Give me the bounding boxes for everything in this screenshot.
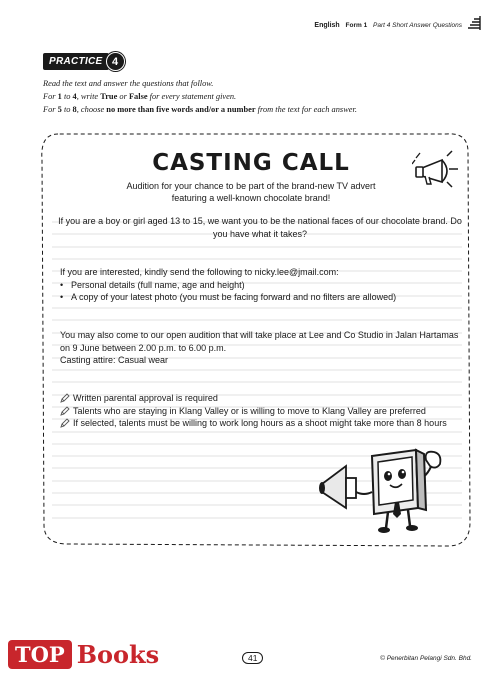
pencil-icon	[60, 406, 70, 416]
instruction-bold: True	[100, 92, 118, 101]
instruction-part: , choose	[76, 105, 107, 114]
note-text: If selected, talents must be willing to work long hours as a shoot might take more than 8 hours	[73, 418, 447, 428]
header-form: Form 1	[345, 22, 368, 29]
header-part: Part 4 Short Answer Questions	[373, 22, 462, 29]
instruction-line-1	[43, 79, 213, 88]
practice-number: 4	[106, 52, 125, 71]
note-text: Written parental approval is required	[73, 393, 218, 403]
instruction-part: or	[117, 92, 129, 101]
topbooks-watermark	[8, 640, 159, 669]
instruction-part: to	[61, 92, 73, 101]
instruction-bold: 4	[72, 92, 77, 101]
notes-list	[60, 392, 460, 430]
instruction-bold: False	[128, 92, 148, 101]
publisher-credit: © Penerbitan Pelangi Sdn. Bhd.	[380, 655, 472, 662]
advert-intro: If you are a boy or girl aged 13 to 15, we want you to be the national faces of our chocolate brand. Do you have what it takes?	[58, 216, 462, 239]
instruction-part: to	[61, 105, 73, 114]
page-number: 41	[242, 652, 263, 664]
notes-section	[60, 392, 460, 430]
instruction-part: for every statement given.	[147, 92, 237, 101]
instruction-part: For	[43, 92, 58, 101]
instruction-bold: 5	[57, 105, 62, 114]
advert-title: CASTING CALL	[152, 150, 350, 176]
practice-label: PRACTICE	[43, 53, 109, 70]
instruction-part: , write	[76, 92, 101, 101]
list-item	[60, 417, 460, 430]
instruction-bold: 1	[57, 92, 62, 101]
watermark-books: Books	[76, 640, 160, 669]
watermark-top: TOP	[8, 640, 72, 669]
casting-attire: Casting attire: Casual wear	[60, 355, 169, 365]
send-details-text: If you are interested, kindly send the following to nicky.lee@jmail.com:	[60, 267, 339, 277]
pencil-icon	[60, 418, 70, 428]
instruction-line-2	[43, 92, 236, 101]
note-text: Talents who are staying in Klang Valley or is willing to move to Klang Valley are preferred	[73, 405, 426, 416]
page-header	[314, 22, 462, 29]
pencil-icon	[60, 393, 70, 403]
tv-mascot-illustration	[318, 438, 460, 538]
instruction-text: Read the text and answer the questions that follow.	[43, 79, 214, 88]
instruction-part: For	[43, 105, 58, 114]
list-item	[60, 405, 460, 418]
requirements-list	[60, 279, 460, 304]
audition-text: You may also come to our open audition that will take place at Lee and Co Studio in Jalan Hartamas on 9 June between 2.00 p.m. to 6.00 p.m.	[60, 330, 459, 353]
list-item	[60, 392, 460, 405]
header-subject: English	[314, 22, 340, 29]
practice-badge	[43, 52, 125, 71]
section-corner-icon	[468, 16, 482, 30]
advert-subtitle	[0, 180, 502, 204]
send-details-section	[60, 266, 460, 304]
subtitle-line-1: Audition for your chance to be part of the brand-new TV advert	[126, 181, 376, 191]
subtitle-line-2: featuring a well-known chocolate brand!	[171, 193, 331, 203]
list-item: • A copy of your latest photo (you must be facing forward and no filters are allowed)	[60, 291, 460, 304]
audition-section	[60, 329, 460, 367]
list-item: • Personal details (full name, age and height)	[60, 279, 460, 292]
instruction-part: from the text for each answer.	[255, 105, 357, 114]
instruction-line-3	[43, 105, 357, 114]
instruction-bold: no more than five words and/or a number	[106, 105, 256, 114]
instruction-bold: 8	[72, 105, 77, 114]
